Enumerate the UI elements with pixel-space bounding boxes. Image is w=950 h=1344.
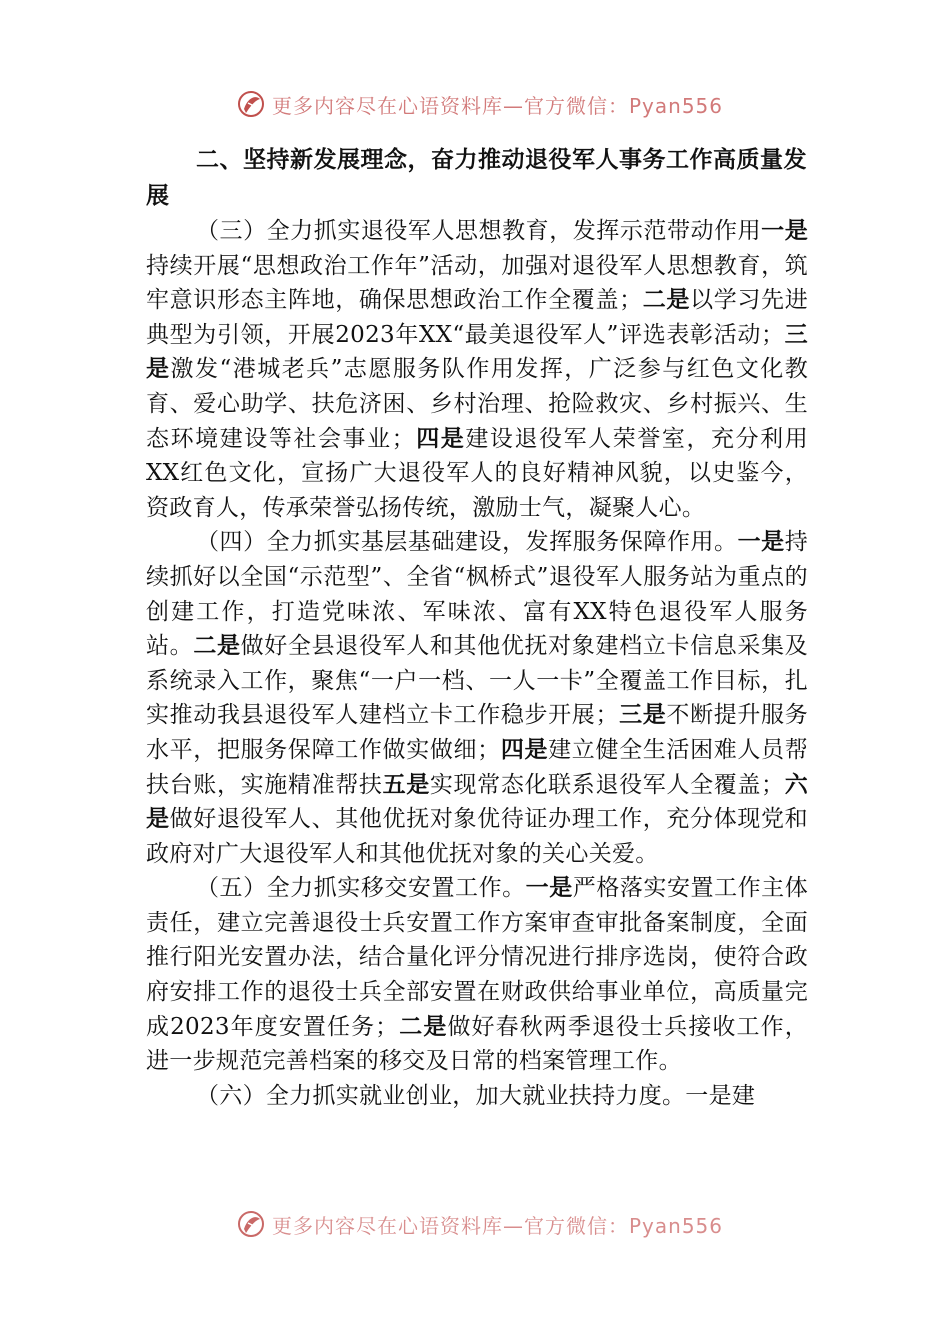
- watermark-text: 更多内容尽在心语资料库—官方微信：Pyan556: [272, 93, 724, 118]
- item-text: 持续开展“思想政治工作年”活动，加强对退役军人思想教育，筑牢意识形态主阵地，确保思想政治工作全覆盖；: [146, 252, 808, 314]
- item-lead: 五是: [382, 771, 430, 798]
- item-lead: 一是: [737, 529, 785, 556]
- item-text: 实现常态化联系退役军人全覆盖；: [429, 771, 785, 798]
- watermark-text: 更多内容尽在心语资料库—官方微信：Pyan556: [272, 1213, 724, 1238]
- item-lead: 二是: [398, 1013, 448, 1040]
- item-lead: 四是: [500, 736, 549, 763]
- item-text: 建立健全生活困难人员帮扶台账，实施精准帮扶: [146, 736, 808, 798]
- item-text: 不断提升服务水平，把服务保障工作做实做细；: [146, 702, 808, 763]
- seal-logo-icon: [236, 1209, 266, 1239]
- paragraph-title: （四）全力抓实基层基础建设，发挥服务保障作用。: [196, 529, 738, 556]
- item-lead: 三是: [146, 321, 808, 383]
- item-text: 严格落实安置工作主体责任，建立完善退役士兵安置工作方案审查审批备案制度，全面推行阳光安置办法，结合量化评分情况进行排序选岗，使符合政府安排工作的退役士兵全部安置在财政供给事业单位，高质量完成2023年度安置任务；: [146, 875, 809, 1040]
- item-lead: 四是: [414, 425, 466, 452]
- paragraph-title: （六）全力抓实就业创业，加大就业扶持力度。一是建: [196, 1082, 756, 1109]
- paragraph-6: [146, 1079, 808, 1114]
- paragraph-title: （三）全力抓实退役军人思想教育，发挥示范带动作用: [196, 218, 762, 244]
- paragraph-title: （五）全力抓实移交安置工作。: [196, 875, 526, 902]
- item-text: 做好全县退役军人和其他优抚对象建档立卡信息采集及系统录入工作，聚焦“一户一档、一人一卡”全覆盖工作目标，扎实推动我县退役军人建档立卡工作稳步开展；: [146, 633, 808, 729]
- item-lead: 二是: [193, 633, 241, 660]
- item-text: 做好退役军人、其他优抚对象优待证办理工作，充分体现党和政府对广大退役军人和其他优抚对象的关心关爱。: [146, 806, 808, 867]
- item-lead: 一是: [525, 875, 573, 902]
- seal-logo-icon: [236, 89, 266, 119]
- watermark-footer: [236, 1204, 723, 1244]
- section-heading: 二、坚持新发展理念，奋力推动退役军人事务工作高质量发展: [146, 147, 807, 209]
- document-body: [146, 142, 808, 1113]
- item-lead: 一是: [761, 218, 808, 244]
- paragraph-4: [146, 525, 808, 871]
- item-lead: 二是: [642, 287, 691, 314]
- item-text: 建设退役军人荣誉室，充分利用XX红色文化，宣扬广大退役军人的良好精神风貌，以史鉴今，资政育人，传承荣誉弘扬传统，激励士气，凝聚人心。: [146, 425, 808, 521]
- item-text: 激发“港城老兵”志愿服务队作用发挥，广泛参与红色文化教育、爱心助学、扶危济困、乡村治理、抢险救灾、乡村振兴、生态环境建设等社会事业；: [146, 356, 808, 452]
- item-text: 做好春秋两季退役士兵接收工作，进一步规范完善档案的移交及日常的档案管理工作。: [146, 1013, 808, 1075]
- paragraph-3: [146, 214, 808, 525]
- paragraph-5: [146, 871, 808, 1079]
- item-lead: 三是: [618, 702, 667, 729]
- item-text: 以学习先进典型为引领，开展2023年XX“最美退役军人”评选表彰活动；: [146, 287, 808, 348]
- watermark-header: [236, 84, 723, 124]
- item-lead: 六是: [146, 771, 808, 833]
- item-text: 持续抓好以全国“示范型”、全省“枫桥式”退役军人服务站为重点的创建工作，打造党味浓、军味浓、富有XX特色退役军人服务站。: [146, 529, 808, 660]
